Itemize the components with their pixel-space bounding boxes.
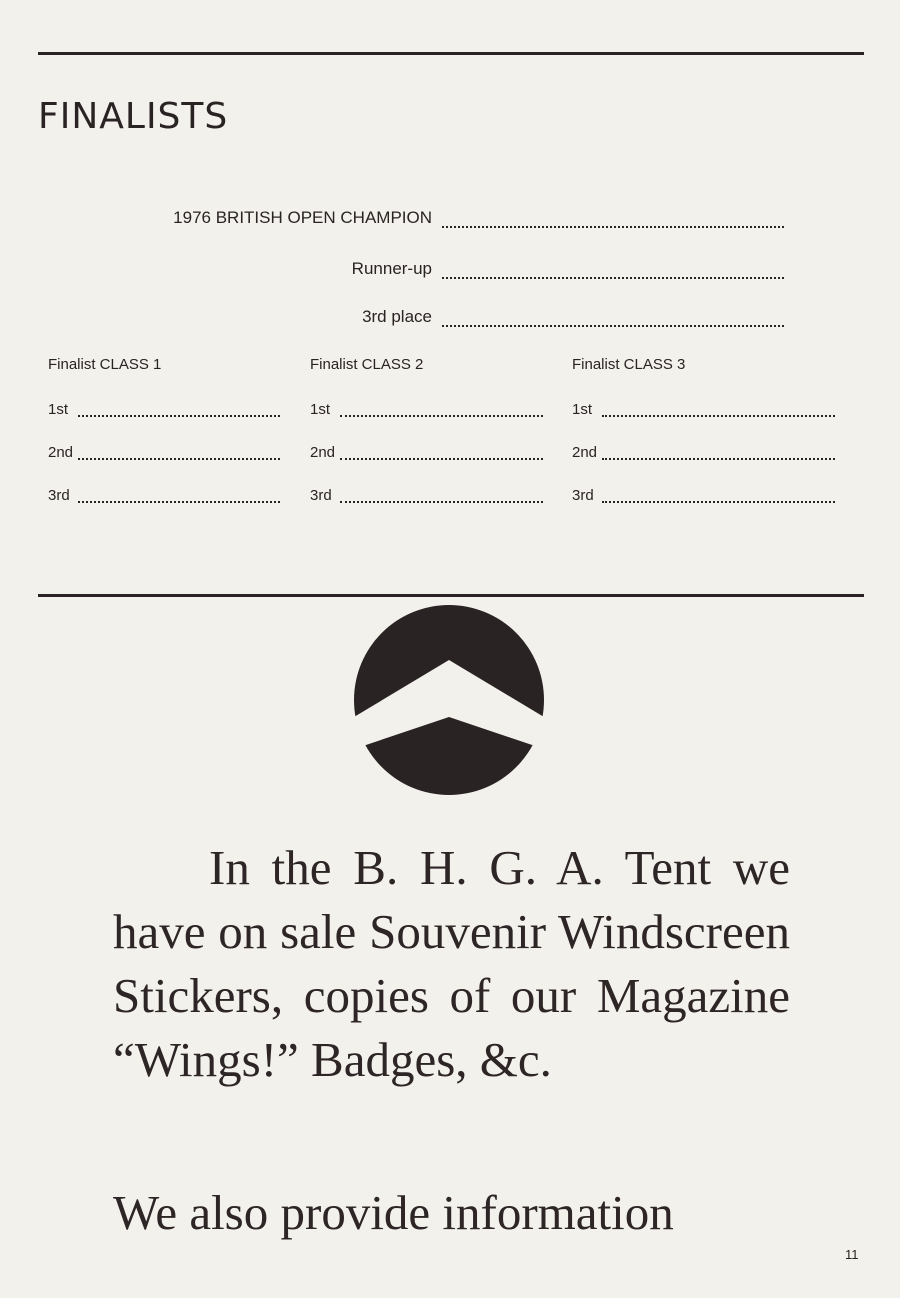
class-place-row xyxy=(310,444,543,466)
place-label: 1st xyxy=(310,401,331,418)
class-place-row xyxy=(48,487,280,509)
class-place-row xyxy=(310,401,543,423)
third-place-fill-line xyxy=(442,325,784,327)
bhga-chevron-logo-icon xyxy=(354,605,544,795)
class-heading: Finalist CLASS 3 xyxy=(572,356,686,373)
top-divider xyxy=(38,52,864,55)
place-fill-line xyxy=(78,501,280,503)
runner-up-fill-line xyxy=(442,277,784,279)
souvenir-paragraph: In the B. H. G. A. Tent we have on sale Souvenir Windscreen Stickers, copies of our Magazine “Wings!” Badges, &c. xyxy=(113,840,790,1087)
runner-up-label: Runner-up xyxy=(351,259,432,278)
place-fill-line xyxy=(78,415,280,417)
place-fill-line xyxy=(340,501,543,503)
class-place-row xyxy=(48,401,280,423)
finalist-class-1 xyxy=(48,356,280,504)
champion-label: 1976 BRITISH OPEN CHAMPION xyxy=(173,208,432,227)
class-heading: Finalist CLASS 1 xyxy=(48,356,162,373)
place-fill-line xyxy=(602,415,835,417)
third-place-row xyxy=(0,307,900,333)
place-label: 2nd xyxy=(572,444,598,461)
class-place-row xyxy=(310,487,543,509)
place-label: 3rd xyxy=(48,487,70,504)
place-label: 3rd xyxy=(310,487,332,504)
third-place-label: 3rd place xyxy=(362,307,432,326)
class-heading: Finalist CLASS 2 xyxy=(310,356,424,373)
place-label: 1st xyxy=(572,401,593,418)
finalist-class-3 xyxy=(572,356,835,504)
page-number: 11 xyxy=(845,1247,859,1262)
champion-row xyxy=(0,208,900,234)
place-fill-line xyxy=(602,458,835,460)
class-place-row xyxy=(48,444,280,466)
place-fill-line xyxy=(340,458,543,460)
class-place-row xyxy=(572,444,835,466)
runner-up-row xyxy=(0,259,900,285)
class-place-row xyxy=(572,487,835,509)
finalist-class-2 xyxy=(310,356,543,504)
information-paragraph: We also provide information xyxy=(113,1185,674,1240)
place-fill-line xyxy=(340,415,543,417)
place-fill-line xyxy=(602,501,835,503)
class-place-row xyxy=(572,401,835,423)
page-title: FINALISTS xyxy=(38,96,229,137)
mid-divider xyxy=(38,594,864,597)
place-label: 2nd xyxy=(48,444,74,461)
place-label: 1st xyxy=(48,401,69,418)
place-label: 2nd xyxy=(310,444,336,461)
champion-fill-line xyxy=(442,226,784,228)
place-label: 3rd xyxy=(572,487,594,504)
place-fill-line xyxy=(78,458,280,460)
